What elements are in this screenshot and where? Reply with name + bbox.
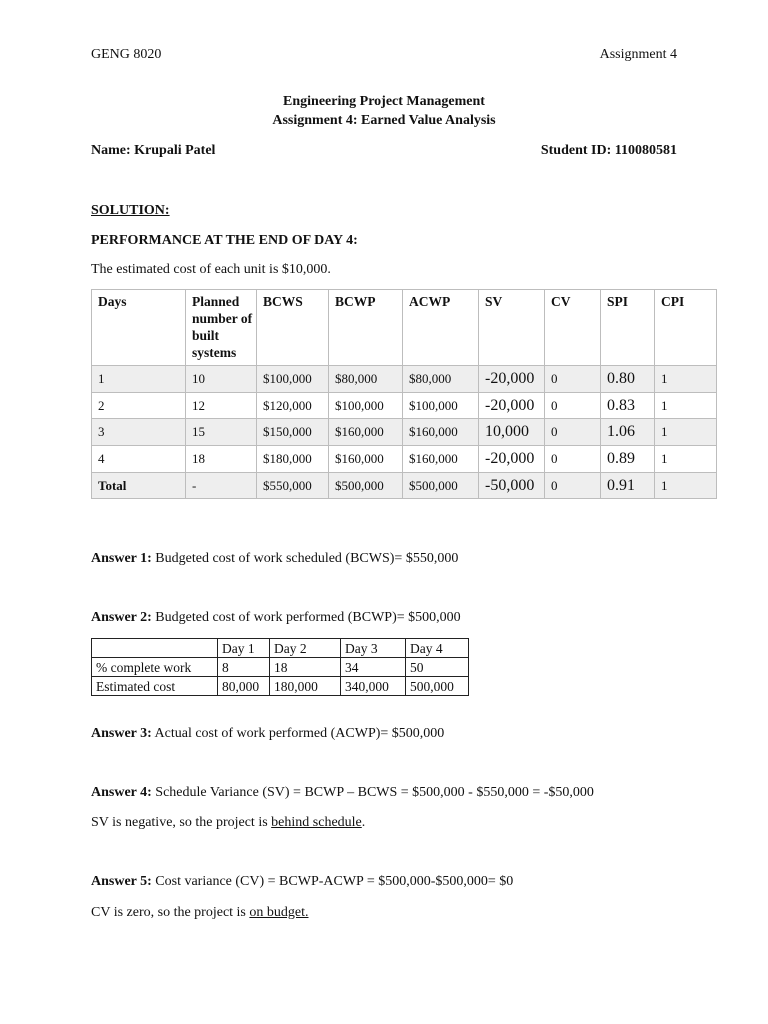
estimate-text: The estimated cost of each unit is $10,000. (91, 262, 331, 277)
answer-1 (91, 551, 458, 567)
table-cell: $80,000 (329, 366, 403, 393)
table-cell: 1.06 (601, 419, 655, 446)
table-cell: 1 (655, 472, 717, 499)
table-cell: 0 (545, 366, 601, 393)
table-cell: $100,000 (257, 366, 329, 393)
table-cell: 12 (186, 392, 257, 419)
column-header: Day 2 (270, 639, 341, 658)
note-text: CV is zero, so the project is (91, 905, 250, 920)
table-cell: 1 (92, 366, 186, 393)
column-header: Day 3 (341, 639, 406, 658)
column-header: BCWP (329, 290, 403, 366)
note-text: . (361, 815, 366, 830)
earned-value-table (91, 289, 717, 499)
answer-5-note (91, 905, 309, 921)
table-cell: $80,000 (403, 366, 479, 393)
table-cell: Total (92, 472, 186, 499)
table-cell: 1 (655, 446, 717, 473)
estimate-table (91, 638, 469, 696)
column-header: SPI (601, 290, 655, 366)
table-cell: 10,000 (479, 419, 545, 446)
table-cell: 8 (218, 658, 270, 677)
title-line-1: Engineering Project Management (283, 94, 485, 109)
table-cell: $500,000 (329, 472, 403, 499)
column-header: SV (479, 290, 545, 366)
table-cell: $500,000 (403, 472, 479, 499)
answer-3 (91, 726, 444, 742)
column-header: Days (92, 290, 186, 366)
table-cell: 1 (655, 419, 717, 446)
header-assignment: Assignment 4 (599, 47, 677, 62)
student-id: Student ID: 110080581 (540, 143, 677, 158)
answer-4-note (91, 815, 365, 831)
table-cell: 3 (92, 419, 186, 446)
table-cell: $150,000 (257, 419, 329, 446)
table-cell: 0 (545, 472, 601, 499)
column-header: BCWS (257, 290, 329, 366)
table-cell: 4 (92, 446, 186, 473)
table-cell: $100,000 (329, 392, 403, 419)
table-cell: $160,000 (403, 419, 479, 446)
table-cell: $120,000 (257, 392, 329, 419)
answer-text: Cost variance (CV) = BCWP-ACWP = $500,000-$500,000= $0 (151, 874, 514, 889)
table-cell: 80,000 (218, 677, 270, 696)
table-cell: -20,000 (479, 366, 545, 393)
table-cell: 2 (92, 392, 186, 419)
answer-label: Answer 5: (91, 874, 152, 889)
performance-heading: PERFORMANCE AT THE END OF DAY 4: (91, 233, 358, 248)
table-cell: 340,000 (341, 677, 406, 696)
table-cell: 34 (341, 658, 406, 677)
note-emphasis: on budget. (249, 905, 309, 920)
answer-label: Answer 1: (91, 551, 152, 566)
note-emphasis: behind schedule (271, 815, 362, 830)
answer-5 (91, 874, 513, 890)
table-cell: % complete work (92, 658, 218, 677)
table-cell: -20,000 (479, 446, 545, 473)
table-header-row (92, 639, 469, 658)
table-cell: $180,000 (257, 446, 329, 473)
table-cell: 50 (406, 658, 469, 677)
answer-text: Actual cost of work performed (ACWP)= $500,000 (151, 726, 445, 741)
table-row (92, 419, 717, 446)
table-cell: 180,000 (270, 677, 341, 696)
table-cell: 1 (655, 366, 717, 393)
answer-label: Answer 4: (91, 785, 152, 800)
answer-2 (91, 610, 461, 626)
column-header: Day 1 (218, 639, 270, 658)
table-row (92, 392, 717, 419)
table-total-row (92, 472, 717, 499)
table-cell: 500,000 (406, 677, 469, 696)
table-row (92, 658, 469, 677)
header-course: GENG 8020 (91, 47, 162, 62)
column-header: CV (545, 290, 601, 366)
table-cell: $160,000 (329, 446, 403, 473)
table-cell: 0 (545, 446, 601, 473)
answer-label: Answer 2: (91, 610, 152, 625)
table-cell: -20,000 (479, 392, 545, 419)
answer-text: Budgeted cost of work scheduled (BCWS)= $550,000 (151, 551, 459, 566)
table-cell: 10 (186, 366, 257, 393)
answer-4 (91, 785, 594, 801)
table-cell: 0.83 (601, 392, 655, 419)
title-line-2: Assignment 4: Earned Value Analysis (272, 113, 496, 128)
table-cell: 0.91 (601, 472, 655, 499)
table-cell: $160,000 (403, 446, 479, 473)
table-cell (92, 639, 218, 658)
table-row (92, 677, 469, 696)
table-cell: -50,000 (479, 472, 545, 499)
table-cell: $160,000 (329, 419, 403, 446)
column-header: Planned number of built systems (186, 290, 257, 366)
table-cell: 0 (545, 419, 601, 446)
solution-heading: SOLUTION: (91, 203, 170, 218)
table-cell: $100,000 (403, 392, 479, 419)
table-cell: - (186, 472, 257, 499)
table-cell: Estimated cost (92, 677, 218, 696)
answer-label: Answer 3: (91, 726, 152, 741)
student-name: Name: Krupali Patel (91, 143, 216, 158)
table-cell: 0.89 (601, 446, 655, 473)
table-cell: $550,000 (257, 472, 329, 499)
table-row (92, 366, 717, 393)
column-header: Day 4 (406, 639, 469, 658)
table-cell: 18 (186, 446, 257, 473)
note-text: SV is negative, so the project is (91, 815, 272, 830)
table-header-row (92, 290, 717, 366)
table-cell: 15 (186, 419, 257, 446)
column-header: CPI (655, 290, 717, 366)
answer-text: Schedule Variance (SV) = BCWP – BCWS = $500,000 - $550,000 = -$50,000 (151, 785, 594, 800)
answer-text: Budgeted cost of work performed (BCWP)= $500,000 (151, 610, 461, 625)
column-header: ACWP (403, 290, 479, 366)
table-row (92, 446, 717, 473)
table-cell: 0.80 (601, 366, 655, 393)
table-cell: 0 (545, 392, 601, 419)
table-cell: 18 (270, 658, 341, 677)
table-cell: 1 (655, 392, 717, 419)
